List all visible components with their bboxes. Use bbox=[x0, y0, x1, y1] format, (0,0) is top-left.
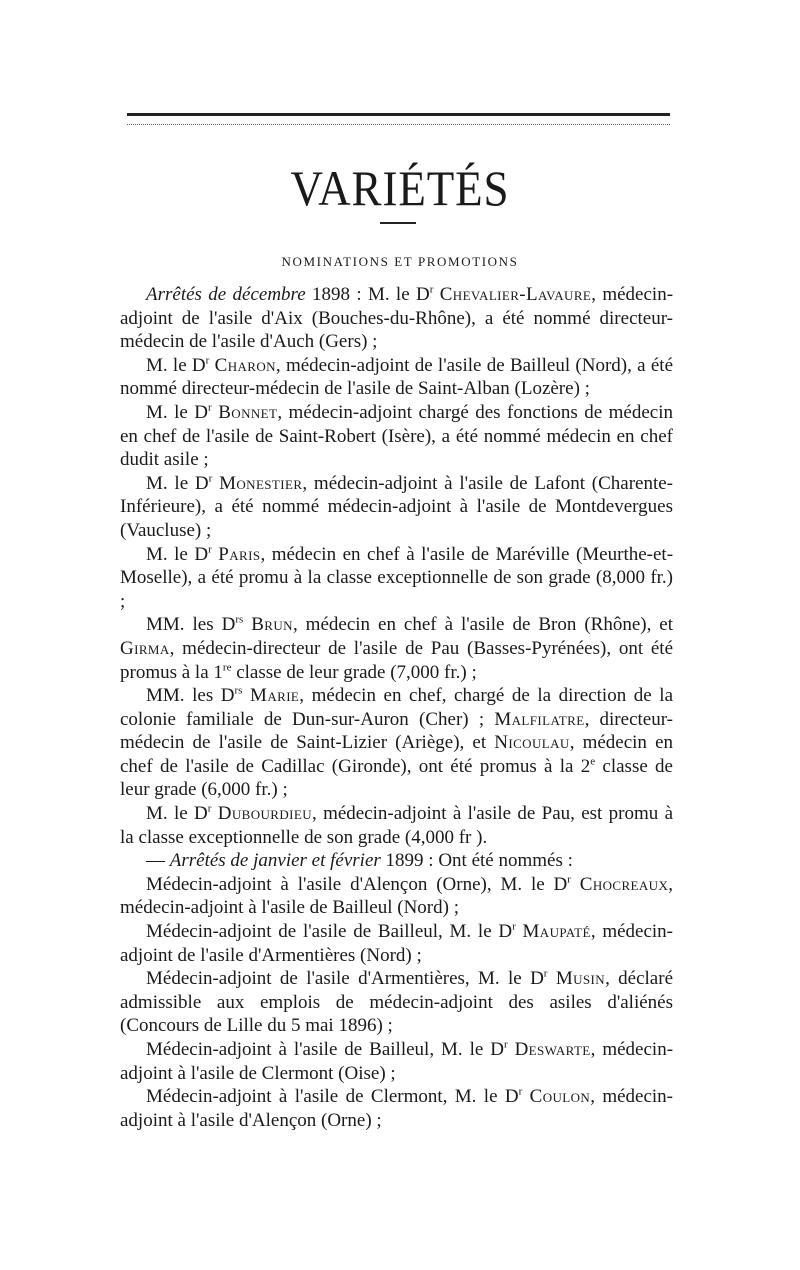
person-name: Deswarte bbox=[514, 1039, 591, 1060]
person-name: Dubourdieu bbox=[217, 803, 312, 825]
superscript: r bbox=[205, 354, 210, 367]
superscript: re bbox=[222, 661, 232, 674]
paragraph bbox=[120, 613, 673, 684]
paragraph bbox=[120, 967, 673, 1038]
text-run: , médecin-adjoint de l'asile de Bailleul (Nord), a été nommé directeur-médecin de l'asile de Saint-Alban (Lozère) ; bbox=[120, 354, 674, 400]
text-run: , médecin-adjoint chargé des fonctions de médecin en chef de l'asile de Saint-Robert (Isère), a été nommé médecin en chef dudit asile ; bbox=[120, 401, 674, 471]
paragraph bbox=[120, 802, 673, 849]
person-name: Nicoulau bbox=[494, 732, 570, 754]
text-run bbox=[508, 1039, 515, 1060]
paragraph bbox=[120, 1085, 673, 1132]
person-name: Malfilatre bbox=[494, 708, 585, 730]
superscript: e bbox=[590, 755, 596, 768]
superscript: rs bbox=[235, 613, 244, 626]
text-run: Médecin-adjoint à l'asile de Clermont, M. le D bbox=[146, 1086, 519, 1108]
paragraph bbox=[120, 920, 673, 967]
text-run: M. le D bbox=[146, 472, 209, 494]
text-run: MM. les D bbox=[146, 614, 236, 636]
paragraph bbox=[120, 1038, 673, 1085]
paragraph bbox=[120, 684, 673, 802]
person-name: Brun bbox=[251, 614, 293, 636]
section-subheading: NOMINATIONS ET PROMOTIONS bbox=[281, 254, 519, 269]
italic-text: Arrêtés de janvier et février bbox=[169, 850, 381, 872]
paragraph bbox=[120, 873, 673, 920]
text-run: , médecin-adjoint à l'asile de Bailleul (Nord) ; bbox=[120, 873, 674, 919]
text-run: , médecin-adjoint à l'asile de Lafont (Charente-Inférieure), a été nommé médecin-adjoint à l'asile de Montdevergues (Vaucluse) ; bbox=[120, 472, 674, 541]
paragraph bbox=[120, 472, 673, 543]
text-run: — bbox=[146, 850, 170, 872]
text-run: , directeur-médecin de l'asile de Saint-Lizier (Ariège), et bbox=[120, 708, 673, 754]
person-name: Chevalier-Lavaure bbox=[439, 284, 592, 305]
page-title: VARIÉTÉS bbox=[290, 160, 510, 216]
text-run bbox=[547, 968, 555, 989]
superscript: r bbox=[208, 543, 212, 556]
text-run: , médecin en chef de l'asile de Cadillac (Gironde), ont été promus à la 2 bbox=[120, 732, 674, 777]
person-name: Girma bbox=[120, 637, 170, 659]
text-run: 1898 : M. le D bbox=[305, 284, 430, 305]
text-run: , médecin en chef à l'asile de Maréville (Meurthe-et-Moselle), a été promu à la classe exceptionnelle de son grade (8,000 fr.) ; bbox=[120, 543, 674, 612]
text-run: MM. les D bbox=[146, 685, 235, 707]
superscript: r bbox=[208, 401, 212, 414]
person-name: Bonnet bbox=[218, 401, 278, 423]
text-run: , médecin en chef à l'asile de Bron (Rhône), et bbox=[292, 614, 674, 636]
person-name: Monestier bbox=[219, 472, 303, 494]
superscript: r bbox=[518, 1085, 523, 1098]
text-run: Médecin-adjoint de l'asile de Bailleul, M. le D bbox=[146, 921, 513, 943]
text-run: , médecin-adjoint de l'asile d'Armentières (Nord) ; bbox=[120, 921, 673, 966]
superscript: r bbox=[429, 283, 434, 296]
paragraph bbox=[120, 543, 673, 614]
text-run: , médecin-adjoint à l'asile d'Alençon (Orne) ; bbox=[120, 1086, 674, 1131]
text-run: 1899 : Ont été nommés : bbox=[380, 850, 573, 872]
superscript: r bbox=[543, 967, 548, 980]
superscript: r bbox=[208, 472, 213, 485]
text-run: M. le D bbox=[146, 401, 209, 423]
text-run: M. le D bbox=[146, 803, 208, 825]
superscript: r bbox=[567, 873, 571, 886]
text-run: , médecin-directeur de l'asile de Pau (Basses-Pyrénées), ont été promus à la 1 bbox=[120, 637, 673, 683]
person-name: Coulon bbox=[529, 1086, 591, 1108]
text-run: , médecin-adjoint à l'asile de Pau, est promu à la classe exceptionnelle de son grade (4,000 fr ). bbox=[120, 803, 674, 848]
superscript: rs bbox=[234, 684, 243, 697]
person-name: Maupaté bbox=[522, 921, 591, 943]
text-run: M. le D bbox=[146, 543, 209, 565]
paragraph bbox=[120, 354, 673, 401]
superscript: r bbox=[503, 1038, 508, 1051]
text-run: , médecin-adjoint à l'asile de Clermont (Oise) ; bbox=[120, 1039, 674, 1084]
superscript: r bbox=[207, 802, 212, 815]
text-run: , médecin en chef, chargé de la direction de la colonie familiale de Dun-sur-Auron (Cher) ; bbox=[120, 685, 674, 730]
text-run: classe de leur grade (6,000 fr.) ; bbox=[120, 755, 673, 801]
person-name: Charon bbox=[214, 354, 276, 376]
paragraph bbox=[120, 401, 673, 472]
person-name: Chocreaux bbox=[579, 873, 669, 895]
text-run: classe de leur grade (7,000 fr.) ; bbox=[231, 661, 477, 683]
text-run: Médecin-adjoint à l'asile d'Alençon (Orne), M. le D bbox=[146, 873, 568, 895]
text-run: M. le D bbox=[146, 354, 206, 376]
text-run: Médecin-adjoint à l'asile de Bailleul, M. le D bbox=[146, 1039, 504, 1060]
paragraph bbox=[120, 283, 673, 354]
article-body bbox=[120, 283, 673, 1132]
person-name: Musin bbox=[555, 968, 606, 990]
italic-text: Arrêtés de décembre bbox=[146, 284, 306, 305]
paragraph bbox=[120, 849, 673, 873]
text-run bbox=[522, 1086, 529, 1107]
person-name: Paris bbox=[218, 543, 261, 565]
header-double-rule bbox=[127, 113, 670, 116]
title-divider bbox=[380, 222, 416, 224]
text-run bbox=[571, 874, 580, 895]
text-run: , médecin-adjoint de l'asile d'Aix (Bouches-du-Rhône), a été nommé directeur-médecin de l'asile d'Auch (Gers) ; bbox=[120, 284, 674, 353]
person-name: Marie bbox=[250, 685, 300, 707]
superscript: r bbox=[512, 920, 516, 933]
header-dotted-rule bbox=[127, 124, 670, 125]
text-run: , déclaré admissible aux emplois de médecin-adjoint des asiles d'aliénés (Concours de Lille du 5 mai 1896) ; bbox=[120, 968, 674, 1037]
text-run: Médecin-adjoint de l'asile d'Armentières, M. le D bbox=[146, 968, 544, 990]
text-run bbox=[242, 685, 250, 706]
